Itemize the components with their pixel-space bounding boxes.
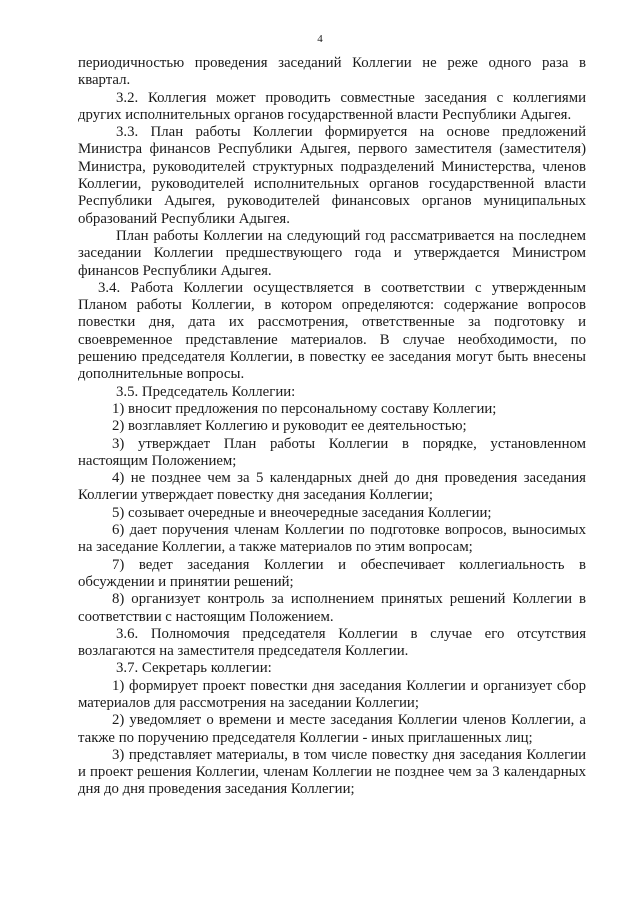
- paragraph-3-5: 3.5. Председатель Коллегии:: [116, 383, 296, 400]
- list-item: 7) ведет заседания Коллегии и обеспечивает коллегиальность в обсуждении и принятии решений;: [78, 556, 586, 590]
- list-item: 6) дает поручения членам Коллегии по подготовке вопросов, выносимых на заседание Коллегии, а также материалов по этим вопросам;: [78, 522, 586, 556]
- paragraph-3-3: 3.3. План работы Коллегии формируется на основе предложений Министра финансов Республики Адыгея, первого заместителя (заместителя) Министра, руководителей структурных подразделений Министерства, членов Коллегии, руководителей исполнительных органов государственной власти Республики Адыгея, руководителей финансовых органов муниципальных образований Республики Адыгея.: [78, 124, 586, 227]
- paragraph-3-6: 3.6. Полномочия председателя Коллегии в случае его отсутствия возлагаются на заместителя председателя Коллегии.: [78, 625, 586, 660]
- paragraph-3-4: 3.4. Работа Коллегии осуществляется в соответствии с утвержденным Планом работы Коллегии, в котором определяются: содержание вопросов повестки дня, дата их рассмотрения, ответственные за подготовку и своевременное представление материалов. В случае необходимости, по решению председателя Коллегии, в повестку ее заседания могут быть внесены дополнительные вопросы.: [78, 279, 586, 383]
- list-item: 8) организует контроль за исполнением принятых решений Коллегии в соответствии с настоящим Положением.: [78, 591, 586, 625]
- page-number: 4: [317, 33, 323, 45]
- paragraph-work-plan: План работы Коллегии на следующий год рассматривается на последнем заседании Коллегии предшествующего года и утверждается Министром финансов Республики Адыгея.: [78, 227, 586, 279]
- list-item: 3) утверждает План работы Коллегии в порядке, установленном настоящим Положением;: [78, 435, 586, 469]
- list-item: 2) возглавляет Коллегию и руководит ее деятельностью;: [112, 418, 467, 435]
- list-item: 1) вносит предложения по персональному составу Коллегии;: [112, 400, 497, 417]
- list-item: 1) формирует проект повестки дня заседания Коллегии и организует сбор материалов для рассмотрения на заседании Коллегии;: [78, 677, 586, 711]
- list-item: 5) созывает очередные и внеочередные заседания Коллегии;: [112, 504, 492, 521]
- list-item: 4) не позднее чем за 5 календарных дней до дня проведения заседания Коллегии утверждает повестку дня заседания Коллегии;: [78, 470, 586, 504]
- paragraph-continuation: периодичностью проведения заседаний Коллегии не реже одного раза в квартал.: [78, 55, 586, 89]
- paragraph-3-7: 3.7. Секретарь коллегии:: [116, 660, 272, 677]
- list-item: 3) представляет материалы, в том числе повестку дня заседания Коллегии и проект решения Коллегии, членам Коллегии не позднее чем за 3 календарных дня до дня проведения заседания Коллегии;: [78, 746, 586, 798]
- document-body: [78, 55, 586, 799]
- list-item: 2) уведомляет о времени и месте заседания Коллегии членов Коллегии, а также по поручению председателя Коллегии - иных приглашенных лиц;: [78, 712, 586, 746]
- paragraph-3-2: 3.2. Коллегия может проводить совместные заседания с коллегиями других исполнительных органов государственной власти Республики Адыгея.: [78, 89, 586, 123]
